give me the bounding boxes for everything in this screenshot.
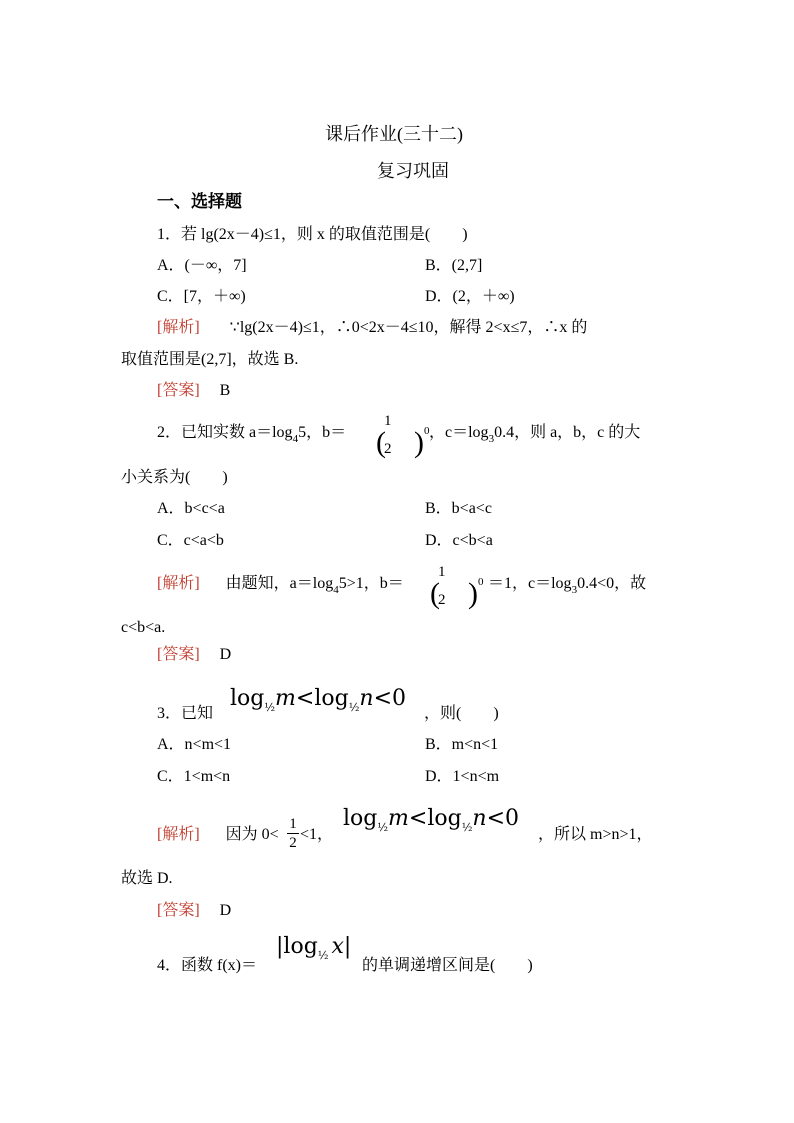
- answer-tag: [答案]: [157, 382, 200, 399]
- analysis-tag: [解析]: [157, 826, 200, 843]
- q2-option-a: A．b<c<a: [157, 500, 225, 517]
- q2-answer: [157, 647, 231, 663]
- q3-option-b: B．m<n<1: [425, 736, 499, 753]
- q3-analysis-line2: 故选 D.: [121, 870, 173, 887]
- q3-math-expression: $\log_{\frac{1}{2}}m<\log_{\frac{1}{2}}n<0$: [230, 686, 407, 714]
- q3-option-c: C．1<m<n: [157, 768, 231, 785]
- half-denominator: 2: [384, 441, 392, 457]
- section-heading: 一、选择题: [157, 192, 242, 211]
- analysis-tag: [解析]: [157, 319, 200, 336]
- q2-answer-value: D: [219, 646, 232, 663]
- q1-answer-value: B: [219, 382, 231, 399]
- q3-answer-value: D: [219, 902, 232, 919]
- q3-analysis: [解析] 因为 0<: [157, 826, 279, 843]
- exponent-zero: 0: [424, 425, 430, 437]
- q2-option-d: D．c<b<a: [425, 532, 493, 549]
- q3-answer: [157, 903, 231, 919]
- q3-fraction: 1 2: [287, 816, 299, 851]
- q3-analysis-mid: <1，: [300, 826, 334, 843]
- answer-tag: [答案]: [157, 646, 200, 663]
- q1-stem: 1．若 lg(2x－4)≤1，则 x 的取值范围是( ): [157, 226, 468, 243]
- q2-option-c: C．c<a<b: [157, 532, 224, 549]
- q1-option-b: B．(2,7]: [425, 257, 483, 274]
- q4-math-expression: $|\log_{\frac{1}{2}}$ x|: [276, 934, 352, 962]
- q3-option-a: A．n<m<1: [157, 736, 232, 753]
- q3-analysis-rest: ，所以 m>n>1，: [538, 826, 653, 843]
- q1-analysis-text-1: ∵lg(2x－4)≤1，∴0<2x－4≤10，解得 2<x≤7，∴x 的: [229, 319, 588, 336]
- q1-option-c: C．[7，＋∞): [157, 288, 246, 305]
- q1-option-a: A．(－∞，7]: [157, 257, 247, 274]
- q1-option-d: D．(2，＋∞): [425, 288, 515, 305]
- q2-option-b: B．b<a<c: [425, 500, 492, 517]
- q4-stem: 4．函数 f(x)＝: [157, 957, 257, 974]
- answer-tag: [答案]: [157, 902, 200, 919]
- q1-analysis: [157, 320, 587, 336]
- page-subtitle: 复习巩固: [377, 161, 449, 181]
- q2-analysis-frac: 1 ( 2 ) 0: [430, 564, 484, 610]
- q2-analysis-line2: c<b<a.: [121, 619, 166, 636]
- q1-analysis-text-2: 取值范围是(2,7]，故选 B.: [121, 351, 299, 368]
- q2-analysis: [解析] 由题知，$a=\log_45>1$，b＝: [157, 575, 404, 596]
- q1-answer: [157, 383, 230, 399]
- q3-option-d: D．1<n<m: [425, 768, 500, 785]
- q3-analysis-math: $\log_{\frac{1}{2}}m<\log_{\frac{1}{2}}n<0$: [343, 806, 520, 834]
- q2-frac-half: 1 ( 2 ) 0: [376, 413, 430, 459]
- half-numerator: 1: [384, 413, 392, 429]
- q2-stem-line2: 小关系为( ): [121, 469, 228, 486]
- q2-analysis-rest: ＝1，$c=\log_30.4<0$，故: [488, 575, 647, 596]
- q3-stem: 3．已知: [157, 705, 214, 722]
- q2-stem: 2．已知实数 $a=\log_45$，b＝: [157, 424, 347, 445]
- analysis-tag: [解析]: [157, 575, 200, 592]
- page-title: 课后作业(三十二): [325, 124, 463, 144]
- q3-stem-rest: ，则( ): [424, 705, 499, 722]
- q4-stem-rest: 的单调递增区间是( ): [362, 957, 533, 974]
- q2-stem-rest: ，$c=\log_30.4$，则 a，b，c 的大: [429, 424, 641, 445]
